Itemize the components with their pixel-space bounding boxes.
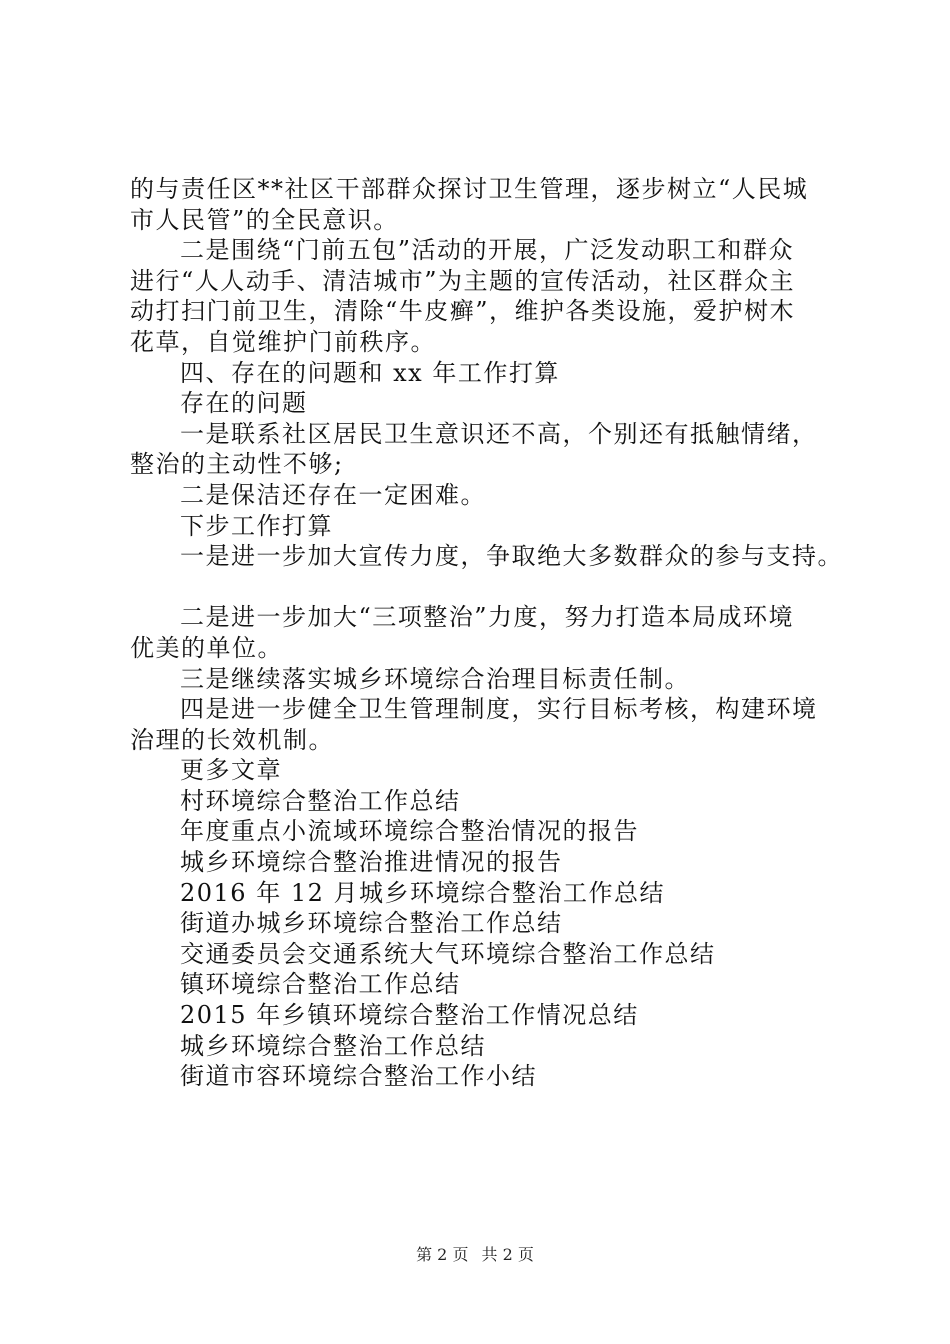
- paragraph-line: 花草，自觉维护门前秩序。: [130, 327, 436, 356]
- plan-item-4-line: 四是进一步健全卫生管理制度，实行目标考核，构建环境: [180, 695, 818, 724]
- blank-line: [130, 572, 850, 603]
- problems-heading: 存在的问题: [180, 389, 308, 418]
- problem-item-1-line: 一是联系社区居民卫生意识还不高，个别还有抵触情绪，: [180, 419, 818, 448]
- problem-item-2: 二是保洁还存在一定困难。: [180, 480, 486, 509]
- paragraph-line: 动打扫门前卫生，清除“牛皮癣”，维护各类设施，爱护树木: [130, 297, 796, 326]
- article-link[interactable]: 街道市容环境综合整治工作小结: [180, 1062, 537, 1091]
- paragraph-line: 的与责任区**社区干部群众探讨卫生管理，逐步树立“人民城: [130, 175, 809, 203]
- section-heading: 四、存在的问题和 xx 年工作打算: [180, 358, 560, 387]
- article-link[interactable]: 2015 年乡镇环境综合整治工作情况总结: [180, 1001, 639, 1030]
- page-number: 第 2 页: [416, 1245, 469, 1264]
- document-body: [130, 174, 850, 1092]
- paragraph-line: 进行“人人动手、清洁城市”为主题的宣传活动，社区群众主: [130, 266, 796, 295]
- paragraph-line: 市人民管”的全民意识。: [130, 205, 399, 234]
- plan-item-4-line: 治理的长效机制。: [130, 725, 334, 754]
- article-link[interactable]: 城乡环境综合整治工作总结: [180, 1031, 486, 1060]
- plan-item-2-line: 优美的单位。: [130, 633, 283, 662]
- article-link[interactable]: 城乡环境综合整治推进情况的报告: [180, 848, 563, 877]
- plans-heading: 下步工作打算: [180, 511, 333, 540]
- paragraph-line: 二是围绕“门前五包”活动的开展，广泛发动职工和群众: [180, 236, 795, 265]
- article-link[interactable]: 街道办城乡环境综合整治工作总结: [180, 909, 563, 938]
- article-link[interactable]: 镇环境综合整治工作总结: [180, 970, 461, 999]
- problem-item-1-line: 整治的主动性不够;: [130, 450, 344, 479]
- more-articles-list: [130, 786, 850, 1092]
- article-link[interactable]: 交通委员会交通系统大气环境综合整治工作总结: [180, 939, 716, 968]
- plan-item-3: 三是继续落实城乡环境综合治理目标责任制。: [180, 664, 690, 693]
- more-articles-heading: 更多文章: [180, 756, 282, 785]
- page-total: 共 2 页: [481, 1245, 534, 1264]
- page-footer: [0, 1244, 950, 1266]
- article-link[interactable]: 2016 年 12 月城乡环境综合整治工作总结: [180, 878, 666, 907]
- plan-item-1: 一是进一步加大宣传力度，争取绝大多数群众的参与支持。: [180, 542, 843, 571]
- article-link[interactable]: 村环境综合整治工作总结: [180, 786, 461, 815]
- plan-item-2-line: 二是进一步加大“三项整治”力度，努力打造本局成环境: [180, 603, 795, 632]
- article-link[interactable]: 年度重点小流域环境综合整治情况的报告: [180, 817, 639, 846]
